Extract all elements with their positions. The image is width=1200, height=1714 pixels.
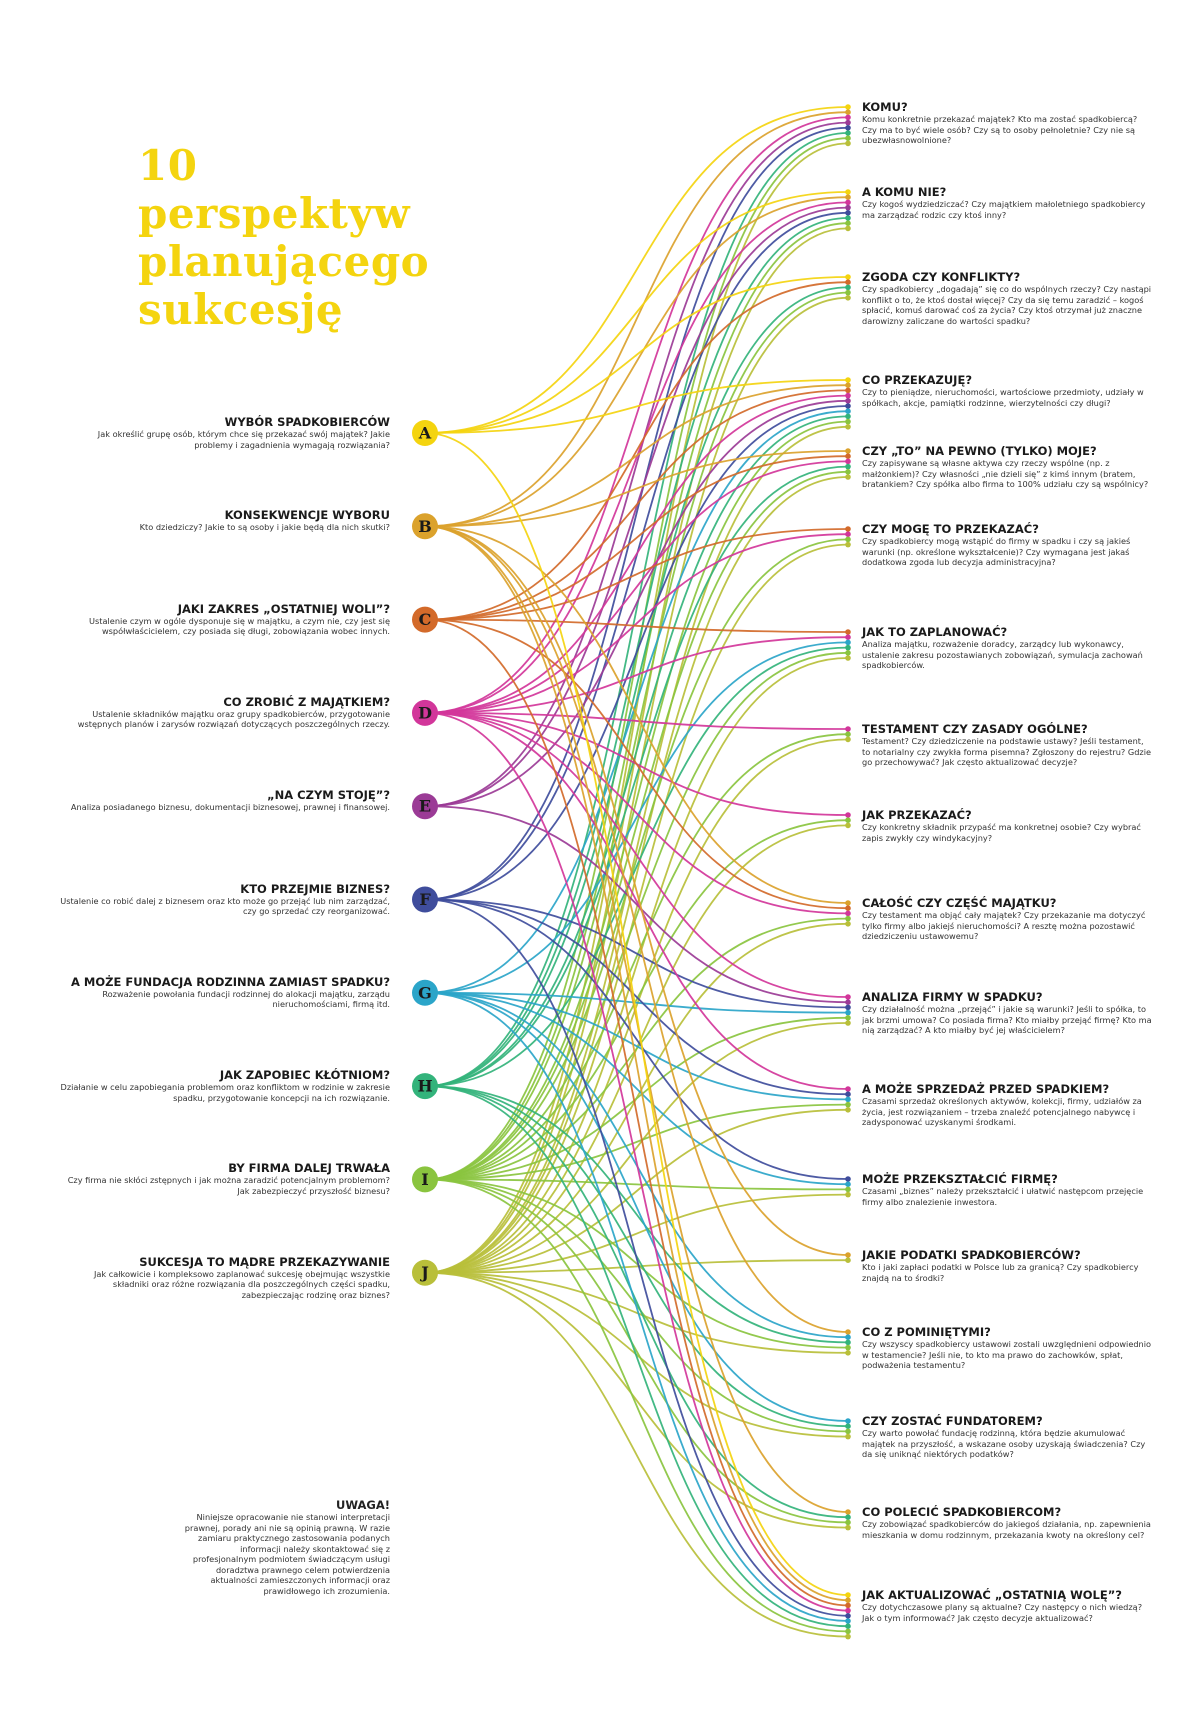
node-b <box>412 513 438 539</box>
question-title: CZY „TO” NA PEWNO (TYLKO) MOJE? <box>862 444 1097 458</box>
link-endpoint <box>845 200 851 206</box>
question-description: Kto i jaki zapłaci podatki w Polsce lub za granicą? Czy spadkobiercy znajdą na to środki? <box>862 1262 1139 1283</box>
link-endpoint <box>845 388 851 394</box>
link-endpoint <box>845 220 851 226</box>
question-title: CZY ZOSTAĆ FUNDATOREM? <box>862 1414 1043 1428</box>
question-2 <box>862 185 1152 220</box>
link-endpoint <box>845 1634 851 1640</box>
link-endpoint <box>845 1329 851 1335</box>
link-endpoint <box>845 911 851 917</box>
disclaimer <box>180 1498 390 1596</box>
question-title: CAŁOŚĆ CZY CZĘŚĆ MAJĄTKU? <box>862 896 1057 910</box>
node-g <box>412 980 438 1006</box>
link-endpoint <box>845 916 851 922</box>
question-title: JAK TO ZAPLANOWAĆ? <box>862 625 1008 639</box>
link-endpoint <box>845 115 851 121</box>
question-description: Czy spadkobiercy mogą wstąpić do firmy w spadku i czy są jakieś warunki (np. określone wykształcenie)? Czy wymagana jest jakaś dodatkowa zgoda lub decyzja administracyjna? <box>862 536 1131 567</box>
node-d <box>412 700 438 726</box>
link-endpoint <box>845 1345 851 1351</box>
question-title: JAK PRZEKAZAĆ? <box>862 808 972 822</box>
perspective-f <box>60 882 390 917</box>
perspective-title: A MOŻE FUNDACJA RODZINNA ZAMIAST SPADKU? <box>71 974 390 989</box>
perspective-description: Działanie w celu zapobiegania problemom oraz konfliktom w rodzinie w zakresie spadku, przygotowanie koncepcji na ich rozwiązanie. <box>60 1082 390 1103</box>
perspective-description: Rozważenie powołania fundacji rodzinnej do alokacji majątku, zarządu nieruchomościami, firmą itd. <box>102 988 390 1010</box>
link-endpoint <box>845 1623 851 1629</box>
question-7 <box>862 625 1152 671</box>
link-endpoint <box>845 295 851 301</box>
question-description: Czasami sprzedaż określonych aktywów, kolekcji, firmy, udziałów za życia, jest rozwiązaniem – trzeba znaleźć potencjalnego nabywcę i zadysponować uzyskanymi środkami. <box>862 1096 1142 1127</box>
link-endpoint <box>845 731 851 737</box>
question-12 <box>862 1082 1152 1128</box>
link-endpoint <box>845 474 851 480</box>
node-letter: I <box>421 1169 429 1189</box>
question-title: MOŻE PRZEKSZTAŁCIĆ FIRMĘ? <box>862 1172 1058 1186</box>
link-endpoint <box>845 226 851 232</box>
question-description: Testament? Czy dziedziczenie na podstawie ustawy? Jeśli testament, to notarialny czy zwykła forma pisemna? Zgłoszony do rejestru? Gdzie go przechowywać? Jak często aktualizować decyzje? <box>862 736 1152 767</box>
node-a <box>412 420 438 446</box>
link-endpoint <box>845 640 851 646</box>
link-endpoint <box>845 1423 851 1429</box>
perspective-description: Analiza posiadanego biznesu, dokumentacji biznesowej, prawnej i finansowej. <box>70 802 390 813</box>
link-endpoint <box>845 453 851 459</box>
link-endpoint <box>845 634 851 640</box>
question-8 <box>862 722 1152 768</box>
link-d-q2 <box>425 202 848 713</box>
question-description: Czy dotychczasowe plany są aktualne? Czy następcy o nich wiedzą? Jak o tym informować? Jak często decyzje aktualizować? <box>862 1602 1143 1623</box>
question-description: Czy testament ma objąć cały majątek? Czy przekazanie ma dotyczyć tylko firmy albo jakiejś nieruchomości? A resztę można pozostawić dziedziczeniu ustawowemu? <box>862 910 1146 941</box>
question-1 <box>862 100 1152 146</box>
link-endpoint <box>845 419 851 425</box>
node-letter: H <box>417 1076 433 1096</box>
link-endpoint <box>845 1613 851 1619</box>
link-endpoint <box>845 1629 851 1635</box>
link-endpoint <box>845 104 851 110</box>
link-endpoint <box>845 650 851 656</box>
link-endpoint <box>845 905 851 911</box>
link-endpoint <box>845 135 851 141</box>
link-endpoint <box>845 1525 851 1531</box>
perspective-description: Jak określić grupę osób, którym chce się przekazać swój majątek? Jakie problemy i zagadnienia wymagają rozwiązania? <box>97 429 390 450</box>
link-endpoint <box>845 215 851 221</box>
link-endpoint <box>845 464 851 470</box>
link-endpoint <box>845 1340 851 1346</box>
node-letter: F <box>419 890 431 909</box>
link-endpoint <box>845 141 851 147</box>
question-9 <box>862 808 1152 843</box>
link-endpoint <box>845 737 851 743</box>
link-endpoint <box>845 542 851 548</box>
link-endpoint <box>845 469 851 475</box>
node-letter: J <box>421 1263 429 1283</box>
question-title: CZY MOGĘ TO PRZEKAZAĆ? <box>862 522 1039 536</box>
perspective-description: Ustalenie czym w ogóle dysponuje się w majątku, a czym nie, czy jest się współwłaścicielem, czy posiada się długi, zobowiązania wobec innych. <box>89 615 390 637</box>
perspective-description: Czy firma nie skłóci zstępnych i jak można zaradzić potencjalnym problemom? Jak zabezpieczyć przyszłość biznesu? <box>67 1175 390 1196</box>
perspective-title: JAKI ZAKRES „OSTATNIEJ WOLI”? <box>177 601 390 616</box>
question-description: Komu konkretnie przekazać majątek? Kto ma zostać spadkobiercą? Czy ma to być wiele osób? Czy są to osoby pełnoletnie? Czy nie są ubezwłasnowolnione? <box>862 114 1138 145</box>
link-endpoint <box>845 1514 851 1520</box>
link-endpoint <box>845 290 851 296</box>
question-17 <box>862 1505 1152 1540</box>
link-endpoint <box>845 1005 851 1011</box>
node-i <box>412 1166 438 1192</box>
link-endpoint <box>845 1086 851 1092</box>
link-endpoint <box>845 459 851 465</box>
question-title: ZGODA CZY KONFLIKTY? <box>862 270 1021 284</box>
link-endpoint <box>845 526 851 532</box>
link-endpoint <box>845 537 851 543</box>
link-endpoint <box>845 393 851 399</box>
link-endpoint <box>845 1187 851 1193</box>
link-endpoint <box>845 812 851 818</box>
question-6 <box>862 522 1152 568</box>
connection-lines <box>425 107 848 1637</box>
perspective-description: Kto dziedziczy? Jakie to są osoby i jakie będą dla nich skutki? <box>139 522 390 533</box>
link-endpoint <box>845 1603 851 1609</box>
question-description: Czy działalność można „przejąć” i jakie są warunki? Jeśli to spółka, to jak brzmi umowa? Co posiada firma? Kto miałby przejąć firmę? Kto ma nią zarządzać? A kto miałby być jej właścicielem? <box>862 1004 1152 1035</box>
node-h <box>412 1073 438 1099</box>
question-title: A KOMU NIE? <box>862 185 947 199</box>
question-title: A MOŻE SPRZEDAŻ PRZED SPADKIEM? <box>862 1082 1110 1096</box>
link-endpoint <box>845 382 851 388</box>
link-i-q6 <box>425 539 848 1179</box>
link-endpoint <box>845 999 851 1005</box>
link-j-q15 <box>425 1273 848 1353</box>
question-description: Czy to pieniądze, nieruchomości, wartościowe przedmioty, udziały w spółkach, akcje, pamiątki rodzinne, wierzytelności czy długi? <box>862 387 1144 408</box>
link-b-q2 <box>425 197 848 526</box>
link-endpoint <box>845 900 851 906</box>
perspective-title: BY FIRMA DALEJ TRWAŁA <box>228 1161 390 1176</box>
node-letter: E <box>418 796 432 816</box>
question-description: Analiza majątku, rozważenie doradcy, zarządcy lub wykonawcy, ustalenie zakresu pozostawianych zobowiązań, symulacja zachowań spadkobierców. <box>862 639 1143 670</box>
perspective-g <box>60 975 390 1010</box>
perspective-description: Ustalenie co robić dalej z biznesem oraz kto może go przejąć lub nim zarządzać, czy go sprzedać czy reorganizować. <box>60 895 390 916</box>
question-description: Czy konkretny składnik przypaść ma konkretnej osobie? Czy wybrać zapis zwykły czy windykacyjny? <box>862 822 1141 843</box>
title-line: sukcesję <box>138 285 344 334</box>
link-endpoint <box>845 1102 851 1108</box>
link-endpoint <box>845 194 851 200</box>
link-f-q13 <box>425 900 848 1180</box>
link-endpoint <box>845 1434 851 1440</box>
link-endpoint <box>845 1429 851 1435</box>
perspective-title: WYBÓR SPADKOBIERCÓW <box>224 415 390 429</box>
link-endpoint <box>845 1097 851 1103</box>
link-endpoint <box>845 130 851 136</box>
link-endpoint <box>845 1252 851 1258</box>
node-e <box>412 793 438 819</box>
link-c-q7 <box>425 620 848 632</box>
link-endpoint <box>845 655 851 661</box>
link-endpoint <box>845 120 851 126</box>
link-b-q15 <box>425 526 848 1332</box>
link-endpoint <box>845 726 851 732</box>
link-endpoint <box>845 109 851 115</box>
node-c <box>412 607 438 633</box>
link-endpoint <box>845 1107 851 1113</box>
link-endpoint <box>845 1020 851 1026</box>
link-endpoint <box>845 629 851 635</box>
perspective-b <box>60 508 390 533</box>
link-i-q15 <box>425 1179 848 1347</box>
link-endpoint <box>845 1015 851 1021</box>
perspective-description: Ustalenie składników majątku oraz grupy spadkobierców, przygotowanie wstępnych planów i zarysów rozwiązań dotyczących poszczególnych rzeczy. <box>77 708 390 730</box>
perspective-title: JAK ZAPOBIEC KŁÓTNIOM? <box>219 1068 390 1083</box>
perspective-c <box>60 602 390 637</box>
link-endpoint <box>845 210 851 216</box>
link-endpoint <box>845 398 851 404</box>
link-d-q12 <box>425 713 848 1089</box>
link-endpoint <box>845 994 851 1000</box>
question-18 <box>862 1588 1152 1623</box>
question-4 <box>862 373 1152 408</box>
link-endpoint <box>845 823 851 829</box>
link-endpoint <box>845 1010 851 1016</box>
link-c-q3 <box>425 282 848 619</box>
question-title: CO Z POMINIĘTYMI? <box>862 1325 991 1339</box>
perspective-d <box>60 695 390 730</box>
question-description: Czy warto powołać fundację rodzinną, która będzie akumulować majątek na przyszłość, a wskazane osoby uzyskają świadczenia? Czy da się uniknąć niektórych podatków? <box>862 1428 1146 1459</box>
link-endpoint <box>845 1192 851 1198</box>
question-15 <box>862 1325 1152 1371</box>
link-endpoint <box>845 921 851 927</box>
perspective-description: Jak całkowicie i kompleksowo zaplanować sukcesję obejmując wszystkie składniki oraz różne rozwiązania dla poszczególnych części spadku, zabezpieczając rodzinę oraz biznes? <box>93 1268 390 1300</box>
link-e-q11 <box>425 806 848 1002</box>
node-letter: A <box>418 423 432 443</box>
link-endpoint <box>845 645 851 651</box>
link-endpoint <box>845 1618 851 1624</box>
node-letter: B <box>418 516 432 536</box>
link-endpoint <box>845 1520 851 1526</box>
link-endpoint <box>845 1592 851 1598</box>
link-endpoint <box>845 279 851 285</box>
link-endpoint <box>845 448 851 454</box>
question-description: Czy wszyscy spadkobiercy ustawowi zostali uwzględnieni odpowiednio w testamencie? Jeśli nie, to kto ma prawo do zachowków, spłat, podważenia testamentu? <box>862 1339 1152 1370</box>
question-14 <box>862 1248 1152 1283</box>
question-description: Czy kogoś wydziedziczać? Czy majątkiem małoletniego spadkobiercy ma zarządzać rodzic czy ktoś inny? <box>862 199 1146 220</box>
question-description: Czasami „biznes” należy przekształcić i ułatwić następcom przejęcie firmy albo znalezienie inwestora. <box>862 1186 1144 1207</box>
link-endpoint <box>845 125 851 131</box>
node-letter: C <box>418 610 432 630</box>
perspective-i <box>60 1161 390 1196</box>
link-endpoint <box>845 1350 851 1356</box>
question-title: ANALIZA FIRMY W SPADKU? <box>862 990 1043 1004</box>
perspective-title: KONSEKWENCJE WYBORU <box>224 508 390 523</box>
perspective-title: CO ZROBIĆ Z MAJĄTKIEM? <box>223 694 390 709</box>
link-endpoint <box>845 531 851 537</box>
link-endpoint <box>845 189 851 195</box>
question-title: CO PRZEKAZUJĘ? <box>862 373 972 387</box>
link-endpoint <box>845 1608 851 1614</box>
question-description: Czy zobowiązać spadkobierców do jakiegoś działania, np. zapewnienia mieszkania w domu rodzinnym, przekazania kwoty na określony cel? <box>862 1519 1151 1540</box>
perspective-j <box>60 1255 390 1301</box>
link-endpoint <box>845 1597 851 1603</box>
link-endpoint <box>845 403 851 409</box>
question-10 <box>862 896 1152 942</box>
perspective-title: „NA CZYM STOJĘ”? <box>267 788 390 803</box>
link-endpoint <box>845 285 851 291</box>
link-c-q18 <box>425 620 848 1606</box>
question-3 <box>862 270 1152 326</box>
link-endpoint <box>845 1181 851 1187</box>
question-title: JAKIE PODATKI SPADKOBIERCÓW? <box>862 1248 1081 1262</box>
node-letter: D <box>418 703 432 723</box>
question-description: Czy zapisywane są własne aktywa czy rzeczy wspólne (np. z małżonkiem)? Czy własności „nie dzieli się” z kimś innym (bratem, bratankiem? Czy spółka albo firma to 100% udziału czy są wspólnicy? <box>862 458 1149 489</box>
link-endpoint <box>845 1334 851 1340</box>
question-13 <box>862 1172 1152 1207</box>
question-title: TESTAMENT CZY ZASADY OGÓLNE? <box>862 722 1088 736</box>
node-j <box>412 1260 438 1286</box>
link-b-q14 <box>425 526 848 1255</box>
link-endpoint <box>845 424 851 430</box>
link-j-q17 <box>425 1273 848 1528</box>
link-endpoint <box>845 817 851 823</box>
disclaimer-title: UWAGA! <box>336 1498 390 1512</box>
perspective-title: KTO PRZEJMIE BIZNES? <box>240 881 390 896</box>
question-description: Czy spadkobiercy „dogadają” się co do wspólnych rzeczy? Czy nastąpi konflikt o to, że ktoś dostał więcej? Czy da się temu zaradzić – kogoś spłacić, komuś darować coś za życia? Czy ktoś otrzymał już znaczne darowizny zaliczane do wartości spadku? <box>862 284 1152 326</box>
link-endpoint <box>845 274 851 280</box>
perspective-e <box>60 788 390 813</box>
link-h-q18 <box>425 1086 848 1626</box>
disclaimer-text: Niniejsze opracowanie nie stanowi interpretacji prawnej, porady ani nie są opinią prawną. W razie zamiaru praktycznego zastosowania podanych informacji należy skontaktować się z profesjonalnym podmiotem świadczącym usługi doradztwa prawnego celem potwierdzenia aktualności zamieszczonych informacji oraz prawidłowego ich zrozumienia. <box>184 1512 390 1596</box>
perspective-nodes <box>412 420 438 1286</box>
question-16 <box>862 1414 1152 1460</box>
link-endpoint <box>845 408 851 414</box>
perspective-a <box>60 415 390 450</box>
node-f <box>412 887 438 913</box>
question-title: CO POLECIĆ SPADKOBIERCOM? <box>862 1505 1062 1519</box>
link-endpoint <box>845 205 851 211</box>
link-endpoint <box>845 414 851 420</box>
link-d-q10 <box>425 713 848 914</box>
link-endpoint <box>845 377 851 383</box>
title-line: 10 perspektyw <box>138 141 411 238</box>
link-endpoint <box>845 1257 851 1263</box>
link-endpoint <box>845 1418 851 1424</box>
question-title: JAK AKTUALIZOWAĆ „OSTATNIĄ WOLĘ”? <box>862 1588 1122 1602</box>
link-endpoint <box>845 1509 851 1515</box>
title-line: planującego <box>138 237 430 286</box>
perspective-title: SUKCESJA TO MĄDRE PRZEKAZYWANIE <box>139 1254 390 1269</box>
question-title: KOMU? <box>862 100 908 114</box>
link-a-q3 <box>425 277 848 433</box>
question-11 <box>862 990 1152 1036</box>
link-endpoint <box>845 1091 851 1097</box>
link-a-q1 <box>425 107 848 433</box>
node-letter: G <box>418 983 432 1003</box>
question-5 <box>862 444 1152 490</box>
link-endpoint <box>845 1176 851 1182</box>
perspective-h <box>60 1068 390 1103</box>
connection-endpoints <box>845 104 851 1639</box>
